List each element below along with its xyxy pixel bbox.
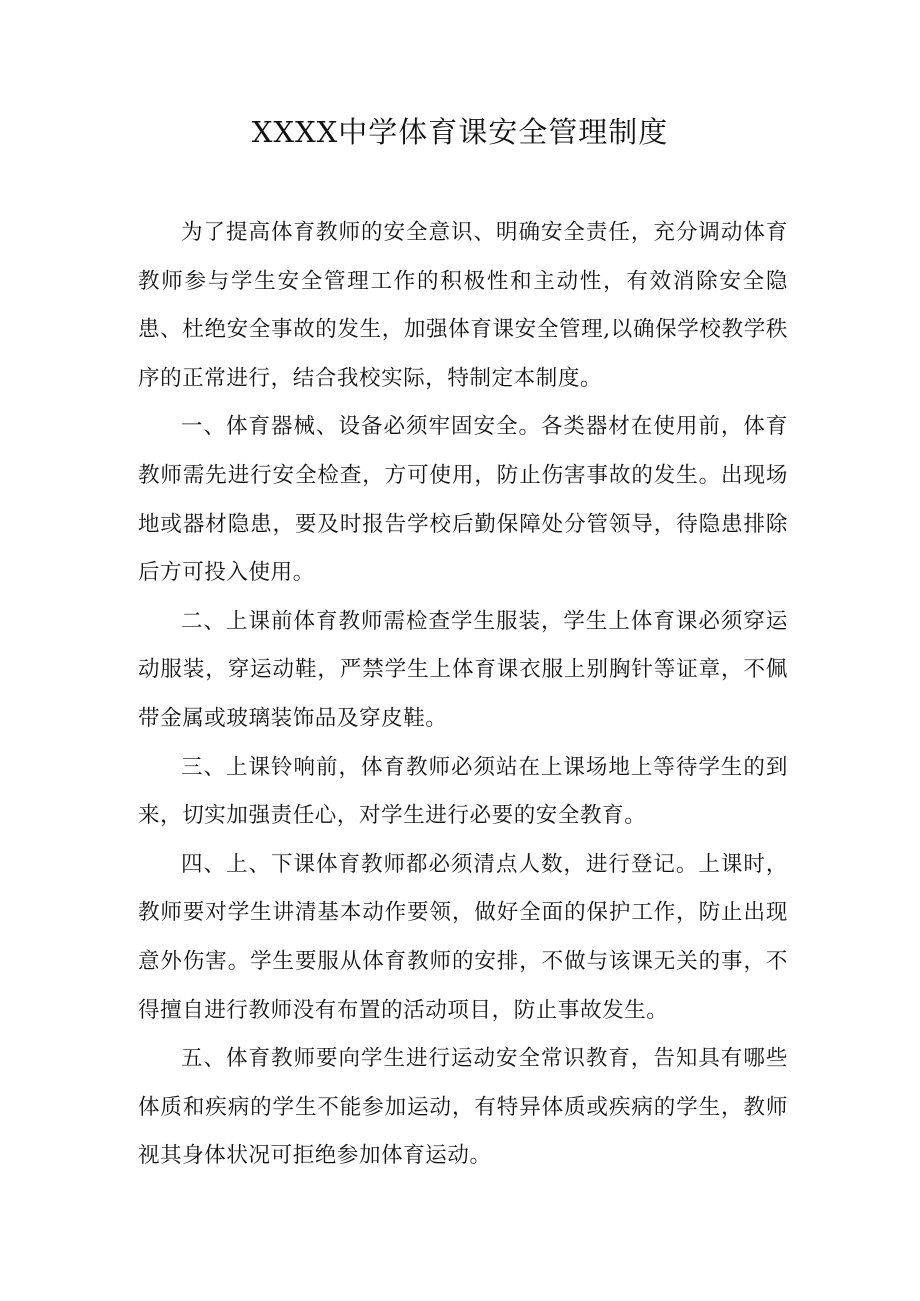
paragraph-rule-5: 五、体育教师要向学生进行运动安全常识教育，告知具有哪些体质和疾病的学生不能参加运动，有特异体质或疾病的学生，教师视其身体状况可拒绝参加体育运动。 xyxy=(138,1046,788,1169)
paragraph-intro: 为了提高体育教师的安全意识、明确安全责任，充分调动体育教师参与学生安全管理工作的积极性和主动性，有效消除安全隐患、杜绝安全事故的发生，加强体育课安全管理,以确保学校教学秩序的正常进行，结合我校实际，特制定本制度。 xyxy=(138,220,788,391)
paragraph-rule-4: 四、上、下课体育教师都必须清点人数，进行登记。上课时，教师要对学生讲清基本动作要领，做好全面的保护工作，防止出现意外伤害。学生要服从体育教师的安排，不做与该课无关的事，不得擅自进行教师没有布置的活动项目，防止事故发生。 xyxy=(138,851,788,1023)
paragraph-rule-1: 一、体育器械、设备必须牢固安全。各类器材在使用前，体育教师需先进行安全检查，方可使用，防止伤害事故的发生。出现场地或器材隐患，要及时报告学校后勤保障处分管领导，待隐患排除后方可投入使用。 xyxy=(138,414,788,586)
paragraph-rule-3: 三、上课铃响前，体育教师必须站在上课场地上等待学生的到来，切实加强责任心，对学生进行必要的安全教育。 xyxy=(138,754,788,829)
document-title: XXXX中学体育课安全管理制度 xyxy=(251,115,669,149)
document-body xyxy=(138,209,788,1181)
paragraph-rule-2: 二、上课前体育教师需检查学生服装，学生上体育课必须穿运动服装，穿运动鞋，严禁学生上体育课衣服上别胸针等证章，不佩带金属或玻璃装饰品及穿皮鞋。 xyxy=(138,608,788,731)
